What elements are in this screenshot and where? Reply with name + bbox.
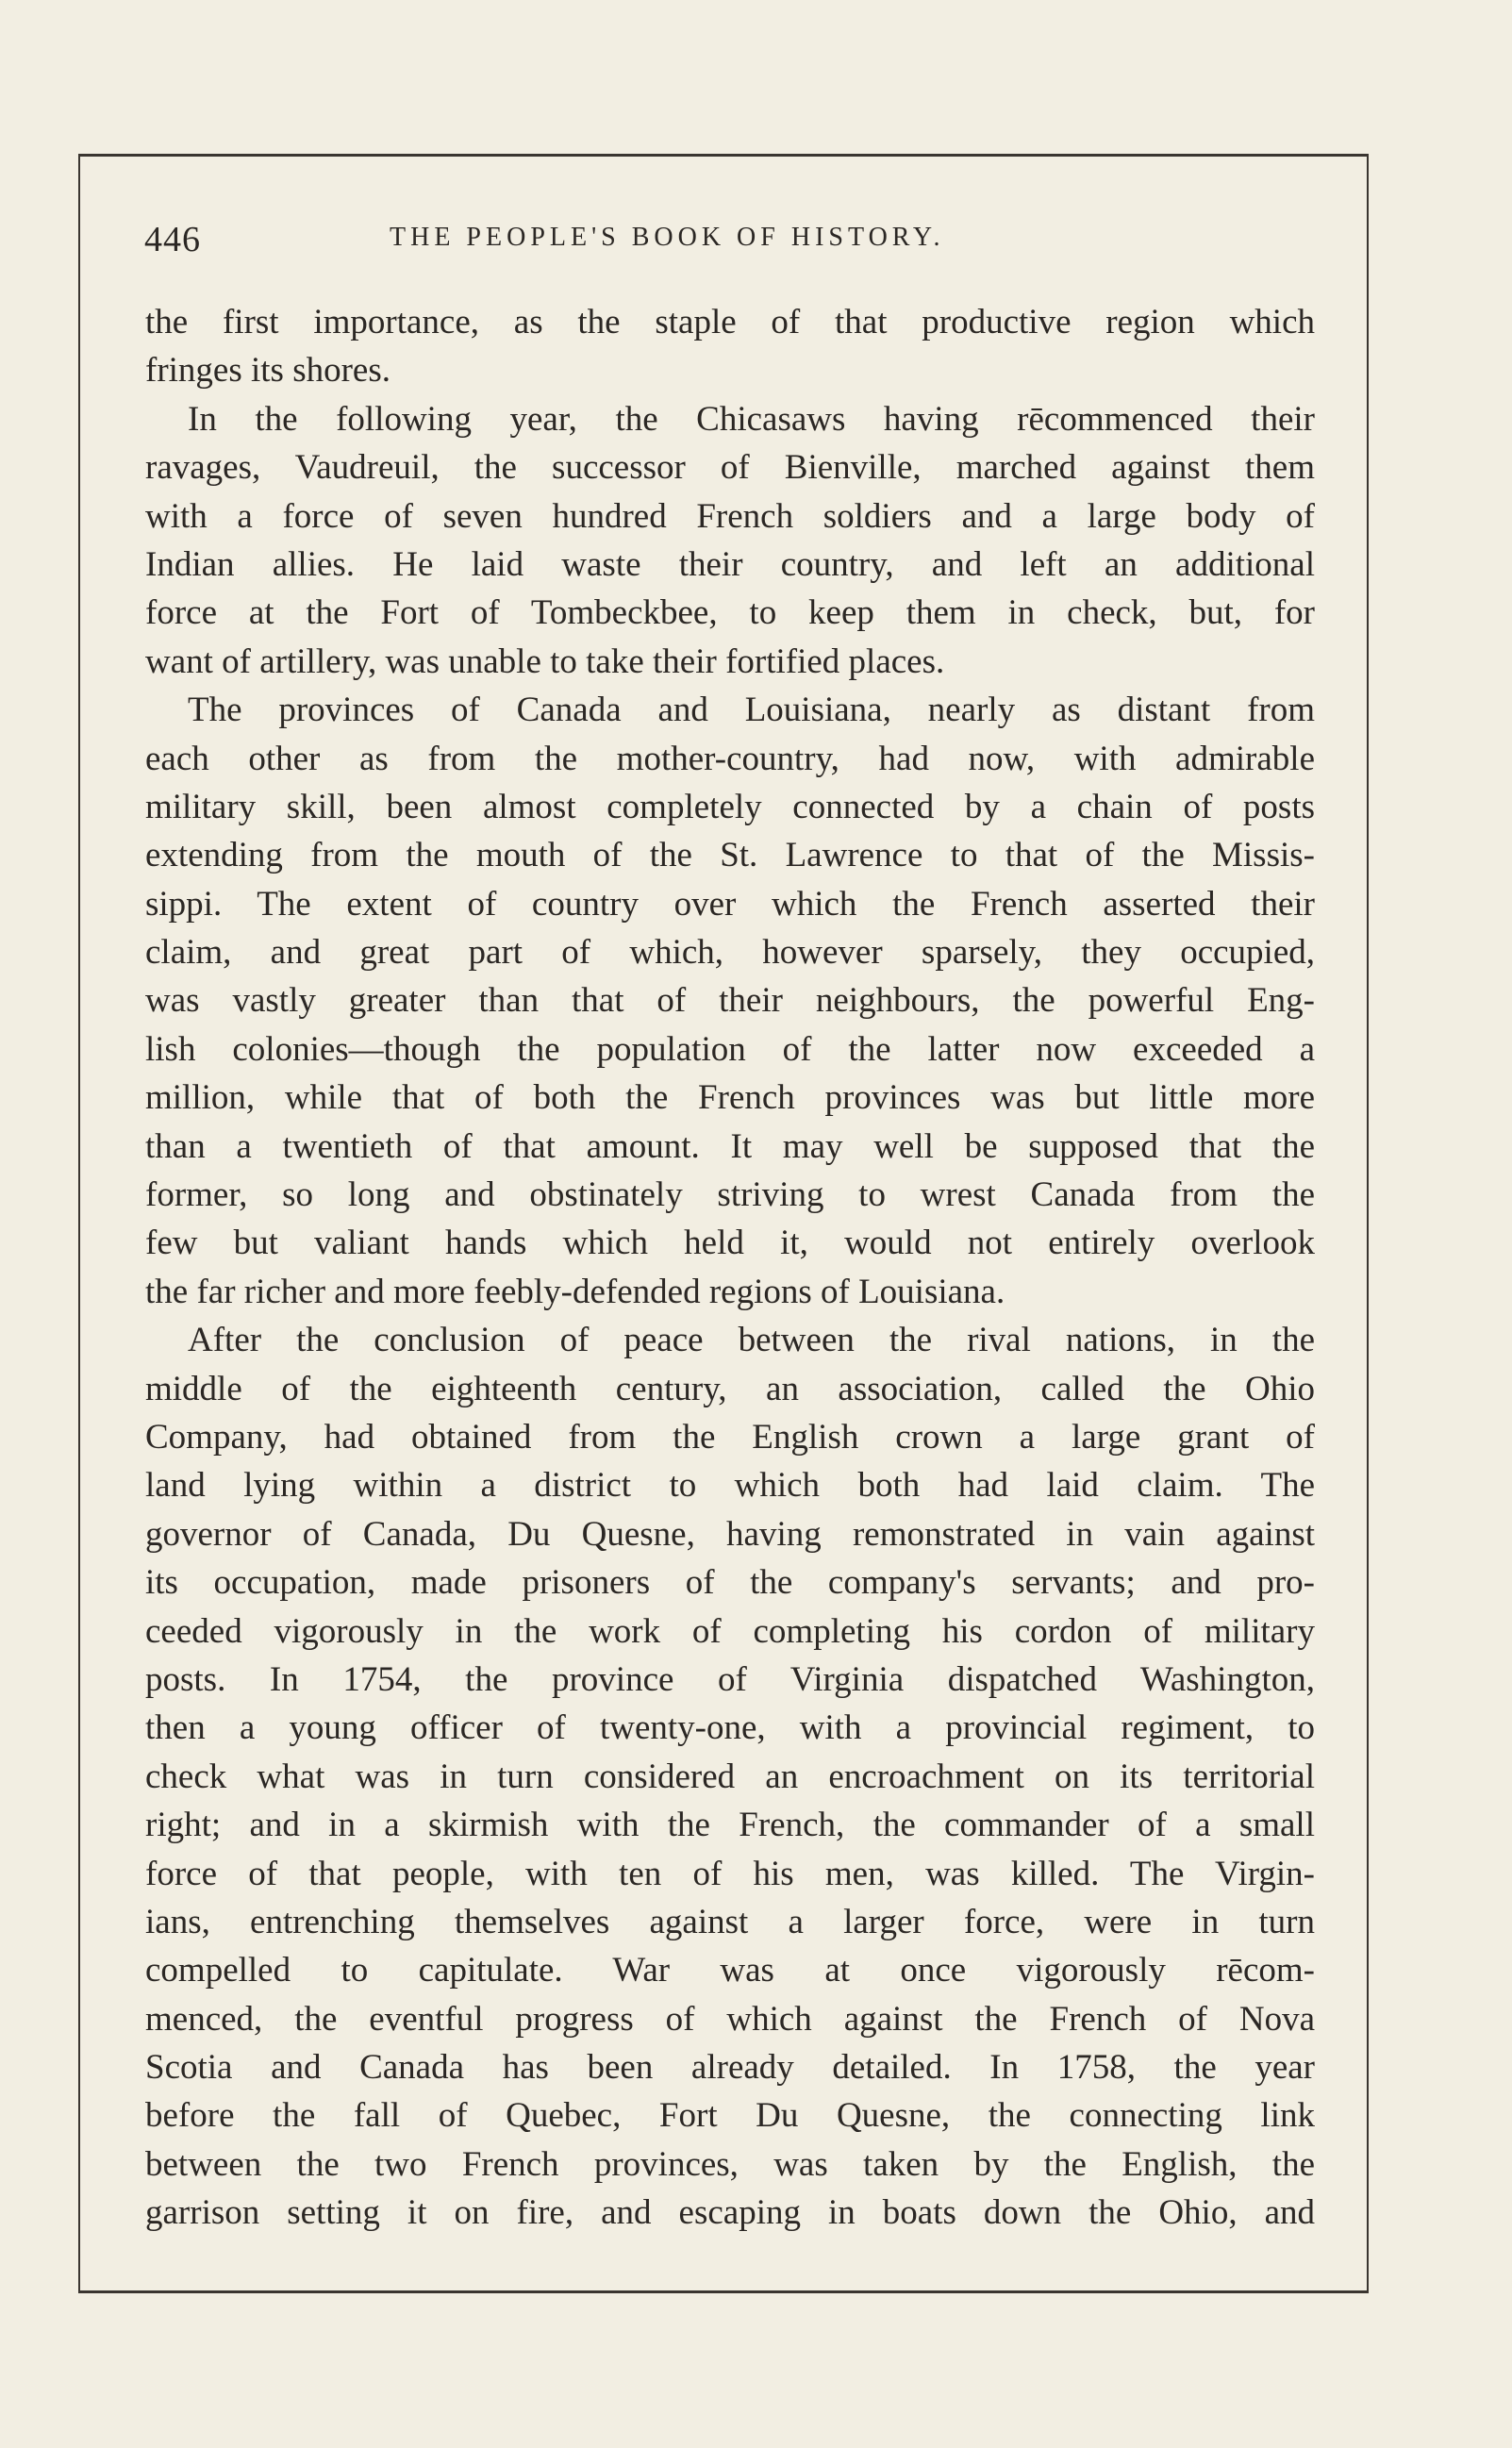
text-line: each other as from the mother-country, had now, with admirable bbox=[145, 739, 1315, 778]
text-line: posts. In 1754, the province of Virginia dispatched Washington, bbox=[145, 1659, 1315, 1699]
text-line: million, while that of both the French provinces was but little more bbox=[145, 1078, 1315, 1118]
text-line: between the two French provinces, was taken by the English, the bbox=[145, 2144, 1315, 2184]
text-line: want of artillery, was unable to take their fortified places. bbox=[145, 641, 945, 681]
text-line: Indian allies. He laid waste their country, and left an additional bbox=[145, 544, 1315, 584]
text-line: ians, entrenching themselves against a larger force, were in turn bbox=[145, 1902, 1315, 1941]
text-line: After the conclusion of peace between the rival nations, in the bbox=[188, 1321, 1315, 1360]
text-line: military skill, been almost completely connected by a chain of posts bbox=[145, 787, 1315, 826]
body-text bbox=[145, 298, 1315, 2238]
text-line: Company, had obtained from the English crown a large grant of bbox=[145, 1417, 1315, 1457]
text-line: ceeded vigorously in the work of completing his cordon of military bbox=[145, 1611, 1315, 1651]
text-line: land lying within a district to which both had laid claim. The bbox=[145, 1466, 1315, 1506]
text-line: force of that people, with ten of his men, was killed. The Virgin- bbox=[145, 1854, 1315, 1893]
running-title: THE PEOPLE'S BOOK OF HISTORY. bbox=[390, 223, 945, 252]
text-line: garrison setting it on fire, and escaping in boats down the Ohio, and bbox=[145, 2193, 1315, 2233]
text-line: the first importance, as the staple of that productive region which bbox=[145, 303, 1315, 341]
text-line: lish colonies—though the population of the latter now exceeded a bbox=[145, 1029, 1315, 1069]
text-line: with a force of seven hundred French soldiers and a large body of bbox=[145, 496, 1315, 536]
text-line: middle of the eighteenth century, an association, called the Ohio bbox=[145, 1369, 1315, 1408]
text-line: claim, and great part of which, however sparsely, they occupied, bbox=[145, 933, 1315, 973]
text-line: than a twentieth of that amount. It may well be supposed that the bbox=[145, 1126, 1315, 1166]
text-line: its occupation, made prisoners of the company's servants; and pro- bbox=[145, 1563, 1315, 1603]
text-line: menced, the eventful progress of which against the French of Nova bbox=[145, 1999, 1315, 2039]
text-line: former, so long and obstinately striving to wrest Canada from the bbox=[145, 1175, 1315, 1215]
text-line: The provinces of Canada and Louisiana, nearly as distant from bbox=[188, 691, 1315, 730]
text-line: then a young officer of twenty-one, with a provincial regiment, to bbox=[145, 1708, 1315, 1748]
text-line: In the following year, the Chicasaws having rēcommenced their bbox=[188, 399, 1315, 439]
text-line: few but valiant hands which held it, would not entirely overlook bbox=[145, 1224, 1315, 1263]
text-line: was vastly greater than that of their neighbours, the powerful Eng- bbox=[145, 981, 1315, 1021]
text-line: right; and in a skirmish with the French, the commander of a small bbox=[145, 1806, 1315, 1845]
text-line: sippi. The extent of country over which the French asserted their bbox=[145, 884, 1315, 924]
text-line: ravages, Vaudreuil, the successor of Bienville, marched against them bbox=[145, 448, 1315, 488]
text-line: extending from the mouth of the St. Lawrence to that of the Missis- bbox=[145, 836, 1315, 875]
text-line: the far richer and more feebly-defended regions of Louisiana. bbox=[145, 1272, 1005, 1311]
text-line: governor of Canada, Du Quesne, having remonstrated in vain against bbox=[145, 1514, 1315, 1554]
text-line: Scotia and Canada has been already detailed. In 1758, the year bbox=[145, 2048, 1315, 2088]
page-number: 446 bbox=[144, 220, 201, 259]
text-line: check what was in turn considered an encroachment on its territorial bbox=[145, 1757, 1315, 1796]
text-line: before the fall of Quebec, Fort Du Quesne, the connecting link bbox=[145, 2096, 1315, 2136]
text-line: compelled to capitulate. War was at once vigorously rēcom- bbox=[145, 1951, 1315, 1990]
text-line: fringes its shores. bbox=[145, 351, 390, 391]
text-line: force at the Fort of Tombeckbee, to keep them in check, but, for bbox=[145, 593, 1315, 633]
